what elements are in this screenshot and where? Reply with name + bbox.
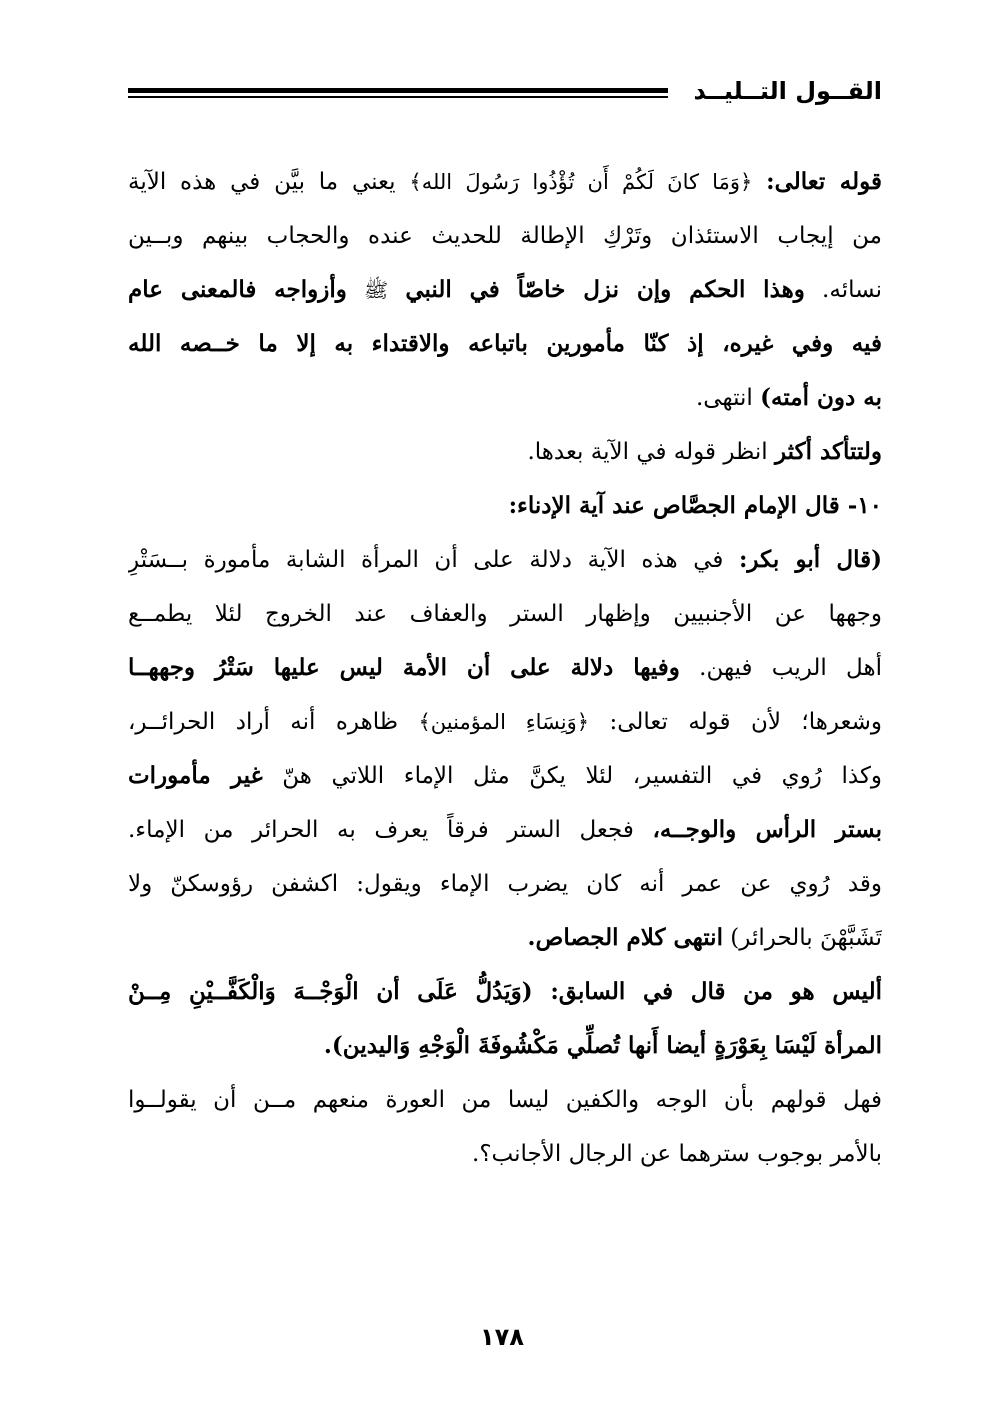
text-line xyxy=(128,641,882,695)
text-run: انظر قوله في الآية بعدها. xyxy=(527,439,768,465)
text-run: فجعل الستر فرقاً يعرف به الحرائر من الإماء. xyxy=(128,817,634,843)
text-line xyxy=(128,155,882,209)
bold-phrase: بستر الرأس والوجــه، xyxy=(652,816,882,843)
bold-phrase: وفيها دلالة على أن الأمة ليس عليها سَتْرُ وجههــا xyxy=(128,654,680,681)
quran-quote: ﴿وَمَا كانَ لَكُمْ أَن تُؤْذُوا رَسُولَ الله﴾ xyxy=(409,170,753,194)
text-run: وكذا رُوي في التفسير، لئلا يكنَّ مثل الإماء اللاتي هنّ xyxy=(282,763,882,789)
text-line xyxy=(128,263,882,317)
header-rule xyxy=(128,88,668,98)
text-line xyxy=(128,1073,882,1127)
text-run: نسائه. xyxy=(822,277,882,303)
running-header xyxy=(128,72,882,112)
text-line xyxy=(128,317,882,371)
text-run: وقد رُوي عن عمر أنه كان يضرب الإماء ويقول: اكشفن رؤوسكنّ ولا xyxy=(128,871,882,897)
text-line xyxy=(128,533,882,587)
text-line xyxy=(128,1019,882,1073)
text-line xyxy=(128,209,882,263)
bold-phrase: (قال أبو بكر: xyxy=(738,546,882,573)
text-line xyxy=(128,857,882,911)
text-run: وجهها عن الأجنبيين وإظهار الستر والعفاف عند الخروج لئلا يطمــع xyxy=(128,601,882,627)
text-line xyxy=(128,1127,882,1181)
text-run: ظاهره أنه أراد الحرائــر، xyxy=(128,709,399,735)
salawat-symbol: ﷺ xyxy=(363,278,389,302)
bold-phrase: وأزواجه فالمعنى عام xyxy=(128,276,347,303)
text-run: أهل الريب فيهن. xyxy=(699,655,882,681)
text-run: انتهى. xyxy=(696,385,753,411)
text-run: وشعرها؛ لأن قوله تعالى: xyxy=(609,709,882,735)
running-title: القــول التــليــد xyxy=(693,77,882,105)
text-run: فهل قولهم بأن الوجه والكفين ليسا من العورة منعهم مــن أن يقولــوا xyxy=(128,1087,882,1113)
text-line xyxy=(128,749,882,803)
text-run: في هذه الآية دلالة على أن المرأة الشابة مأمورة بــسَتْرِ xyxy=(128,547,724,573)
text-line xyxy=(128,965,882,1019)
bold-phrase: به دون أمته) xyxy=(760,384,882,411)
bold-phrase: غير مأمورات xyxy=(128,762,263,789)
text-run: من إيجاب الاستئذان وتَرْكِ الإطالة للحديث عنده والحجاب بينهم وبــين xyxy=(128,223,882,249)
text-line xyxy=(128,695,882,749)
text-run: بالأمر بوجوب سترهما عن الرجال الأجانب؟. xyxy=(472,1141,882,1167)
bold-phrase: ولتتأكد أكثر xyxy=(774,438,882,465)
heading-text: ١٠- قال الإمام الجصَّاص عند آية الإدناء: xyxy=(508,492,882,519)
header-rule-thin xyxy=(128,96,668,98)
header-rule-thick xyxy=(128,88,668,93)
bold-phrase: انتهى كلام الجصاص. xyxy=(527,924,723,951)
bold-phrase: قوله تعالى: xyxy=(766,168,882,195)
quran-quote: ﴿وَنِسَاءِ المؤمنين﴾ xyxy=(418,710,590,734)
section-heading xyxy=(128,479,882,533)
text-line xyxy=(128,371,882,425)
text-line xyxy=(128,425,882,479)
text-run: تَشَبَّهْنَ بالحرائر) xyxy=(730,925,882,951)
body-text xyxy=(128,155,882,1181)
text-line xyxy=(128,911,882,965)
text-line xyxy=(128,803,882,857)
page-number: ١٧٨ xyxy=(480,1323,524,1351)
bold-phrase: المرأة لَيْسَا بِعَوْرَةٍ أيضا أَنها تُصلِّي مَكْشُوفَةَ الْوَجْهِ وَاليدين). xyxy=(323,1032,882,1059)
bold-phrase: وهذا الحكم وإن نزل خاصّاً في النبي xyxy=(405,276,805,303)
text-run: يعني ما بيَّن في هذه الآية xyxy=(128,169,396,195)
bold-phrase: فيه وفي غيره، إذ كنّا مأمورين باتباعه والاقتداء به إلا ما خــصه الله xyxy=(128,330,882,357)
text-line xyxy=(128,587,882,641)
bold-phrase: أليس هو من قال في السابق: (وَيَدُلُّ عَلَى أن الْوَجْــهَ وَالْكَفَّــيْنِ مِــنْ xyxy=(128,978,882,1005)
